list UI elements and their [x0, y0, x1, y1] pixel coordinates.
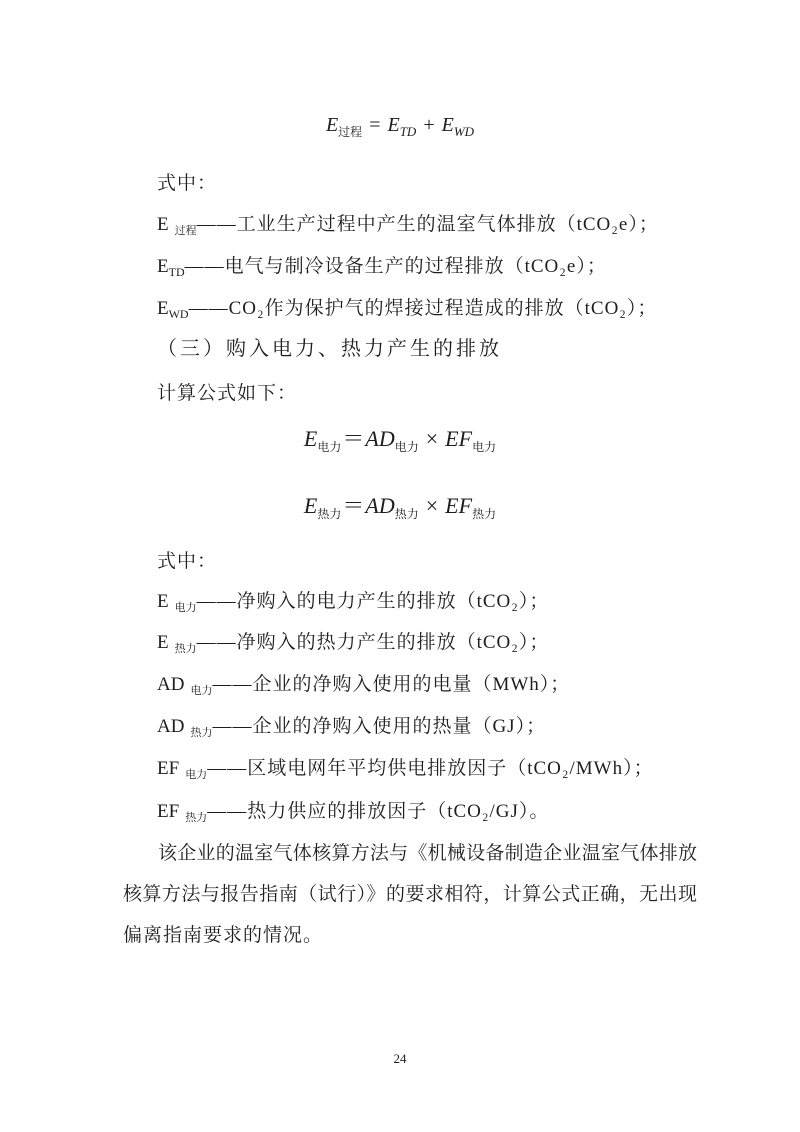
formula-subscript: 电力 [472, 440, 497, 454]
term-subscript: 过程 [174, 225, 197, 237]
term-description: ——净购入的电力产生的排放（tCO₂）； [196, 591, 550, 612]
definition-line-e-electricity [157, 589, 697, 621]
page-number: 24 [393, 1051, 407, 1066]
term-description: ——CO₂作为保护气的焊接过程造成的排放（tCO₂）； [188, 298, 658, 319]
formula-heat [0, 493, 800, 527]
formula-var: E [441, 114, 454, 136]
where-label-2: 式中： [157, 551, 218, 572]
formula-var: EF [445, 426, 473, 451]
formula-subscript: 热力 [472, 507, 497, 521]
formula-subscript: 电力 [394, 440, 419, 454]
multiply-sign: × [425, 493, 439, 518]
equals-sign: ＝ [342, 493, 365, 518]
definition-line-e-td [157, 254, 697, 285]
plus-sign: + [423, 114, 435, 136]
term-symbol: EF [157, 801, 180, 822]
term-subscript: 热力 [190, 727, 213, 739]
formula-var: E [387, 114, 400, 136]
formula-var: EF [445, 493, 473, 518]
term-description: ——净购入的热力产生的排放（tCO₂）； [196, 632, 550, 653]
term-symbol: E [157, 256, 169, 277]
term-subscript: 热力 [174, 643, 197, 655]
section-heading: （三）购入电力、热力产生的排放 [157, 338, 502, 360]
formula-electricity [0, 426, 800, 460]
term-subscript: 热力 [185, 812, 208, 824]
formula-subscript: WD [453, 124, 475, 139]
formula-var: AD [365, 426, 395, 451]
formula-subscript: 电力 [317, 440, 342, 454]
formula-subscript: 过程 [338, 125, 363, 139]
formula-subscript: TD [399, 124, 417, 139]
formula-var: AD [365, 493, 395, 518]
formula-var: E [303, 493, 318, 518]
term-subscript: 电力 [190, 685, 213, 697]
conclusion-paragraph-line-2: 核算方法与报告指南（试行）》的要求相符，计算公式正确，无出现 [123, 884, 697, 905]
term-subscript: WD [168, 307, 189, 321]
definition-line-ef-electricity [157, 756, 697, 788]
definition-line-e-heat [157, 630, 697, 662]
term-symbol: EF [157, 758, 180, 779]
term-symbol: E [157, 591, 169, 612]
term-description: ——企业的净购入使用的热量（GJ）； [212, 716, 547, 737]
term-symbol: AD [157, 674, 185, 695]
definition-line-e-process [157, 212, 697, 244]
term-subscript: TD [168, 265, 185, 279]
formula-var: E [303, 426, 318, 451]
definition-line-ad-electricity [157, 672, 697, 704]
term-description: ——热力供应的排放因子（tCO₂/GJ）。 [207, 801, 550, 822]
equals-sign: = [369, 114, 381, 136]
formula-var: E [325, 114, 339, 136]
formula-process-total [0, 112, 800, 145]
term-subscript: 电力 [174, 602, 197, 614]
term-symbol: E [157, 298, 169, 319]
definition-line-ef-heat [157, 799, 697, 831]
conclusion-paragraph-line-3: 偏离指南要求的情况。 [123, 925, 324, 946]
definition-line-ad-heat [157, 714, 697, 746]
term-description: ——工业生产过程中产生的温室气体排放（tCO₂e）； [196, 214, 659, 235]
definition-line-e-wd [157, 296, 697, 327]
formula-subscript: 热力 [394, 507, 419, 521]
term-symbol: AD [157, 716, 185, 737]
conclusion-paragraph-line-1: 该企业的温室气体核算方法与《机械设备制造企业温室气体排放 [158, 843, 697, 864]
term-subscript: 电力 [185, 769, 208, 781]
term-symbol: E [157, 214, 169, 235]
where-label-1: 式中： [157, 173, 218, 194]
term-symbol: E [157, 632, 169, 653]
calc-intro-label: 计算公式如下： [157, 383, 298, 404]
multiply-sign: × [425, 426, 439, 451]
term-description: ——企业的净购入使用的电量（MWh）； [212, 674, 571, 695]
formula-subscript: 热力 [317, 507, 342, 521]
term-description: ——电气与制冷设备生产的过程排放（tCO₂e）； [184, 256, 607, 277]
term-description: ——区域电网年平均供电排放因子（tCO₂/MWh）； [207, 758, 654, 779]
equals-sign: ＝ [342, 426, 365, 451]
